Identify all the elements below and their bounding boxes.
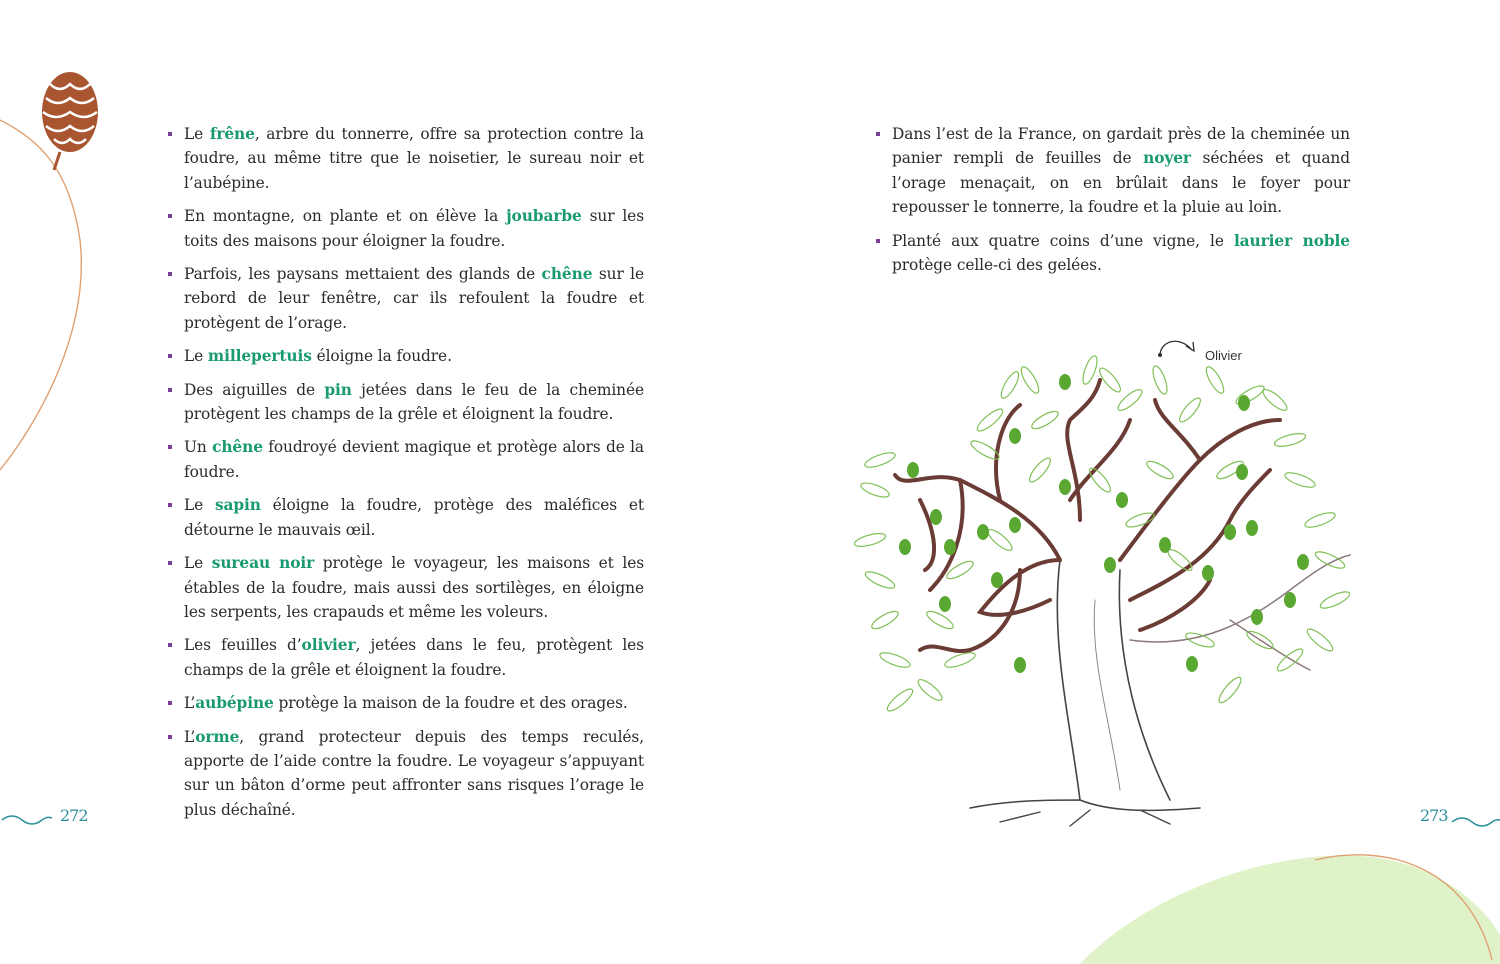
- plant-keyword: pin: [324, 380, 352, 399]
- list-item: En montagne, on plante et on élève la joubarbe sur les toits des maisons pour éloigner la foudre.: [168, 204, 644, 253]
- plant-keyword: laurier noble: [1233, 231, 1350, 250]
- right-page-bullet-list: [876, 122, 1350, 286]
- plant-keyword: millepertuis: [207, 347, 312, 366]
- bullet-icon: [168, 701, 172, 705]
- plant-keyword: joubarbe: [506, 207, 582, 226]
- bullet-icon: [168, 503, 172, 507]
- list-item: L’orme, grand protecteur depuis des temps reculés, apporte de l’aide contre la foudre. Le voyageur s’appuyant sur un bâton d’orme peut affronter sans risques l’orage le plus déchaîné.: [168, 725, 644, 823]
- bullet-icon: [168, 643, 172, 647]
- list-item: Le sapin éloigne la foudre, protège des maléfices et détourne le mauvais œil.: [168, 493, 644, 542]
- plant-keyword: orme: [195, 727, 240, 746]
- plant-keyword: aubépine: [195, 694, 274, 713]
- plant-keyword: olivier: [301, 636, 356, 655]
- plant-keyword: chêne: [541, 265, 593, 284]
- list-item: Le millepertuis éloigne la foudre.: [168, 344, 644, 368]
- list-item: Les feuilles d’olivier, jetées dans le feu, protègent les champs de la grêle et éloignent la foudre.: [168, 633, 644, 682]
- plant-keyword: sureau noir: [211, 554, 315, 573]
- list-item: Parfois, les paysans mettaient des glands de chêne sur le rebord de leur fenêtre, car ils refoulent la foudre et protègent de l’orage.: [168, 262, 644, 335]
- list-item: Planté aux quatre coins d’une vigne, le laurier noble protège celle-ci des gelées.: [876, 229, 1350, 278]
- bullet-icon: [168, 132, 172, 136]
- bullet-icon: [168, 561, 172, 565]
- plant-keyword: frêne: [209, 125, 255, 143]
- left-page-bullet-list: [168, 122, 644, 831]
- plant-keyword: sapin: [214, 496, 261, 515]
- page-number-left: 272: [60, 806, 88, 825]
- illustration-caption: Olivier: [1205, 348, 1242, 363]
- bullet-icon: [168, 388, 172, 392]
- bullet-icon: [876, 132, 880, 136]
- list-item: Le frêne, arbre du tonnerre, offre sa protection contre la foudre, au même titre que le noisetier, le sureau noir et l’aubépine.: [168, 122, 644, 195]
- bullet-icon: [168, 272, 172, 276]
- list-item: Un chêne foudroyé devient magique et protège alors de la foudre.: [168, 435, 644, 484]
- bullet-icon: [168, 735, 172, 739]
- plant-keyword: noyer: [1143, 149, 1191, 168]
- bullet-icon: [168, 445, 172, 449]
- list-item: Dans l’est de la France, on gardait près de la cheminée un panier rempli de feuilles de noyer séchées et quand l’orage menaçait, on en brûlait dans le foyer pour repousser le tonnerre, la foudre et la pluie au loin.: [876, 122, 1350, 220]
- page-number-right: 273: [1420, 806, 1448, 825]
- bullet-icon: [168, 354, 172, 358]
- bullet-icon: [168, 214, 172, 218]
- list-item: Des aiguilles de pin jetées dans le feu de la cheminée protègent les champs de la grêle et éloignent la foudre.: [168, 378, 644, 427]
- plant-keyword: chêne: [212, 438, 263, 457]
- list-item: Le sureau noir protège le voyageur, les maisons et les étables de la foudre, mais aussi des sortilèges, en éloigne les serpents, les crapauds et même les voleurs.: [168, 551, 644, 624]
- list-item: L’aubépine protège la maison de la foudre et des orages.: [168, 691, 644, 715]
- bullet-icon: [876, 239, 880, 243]
